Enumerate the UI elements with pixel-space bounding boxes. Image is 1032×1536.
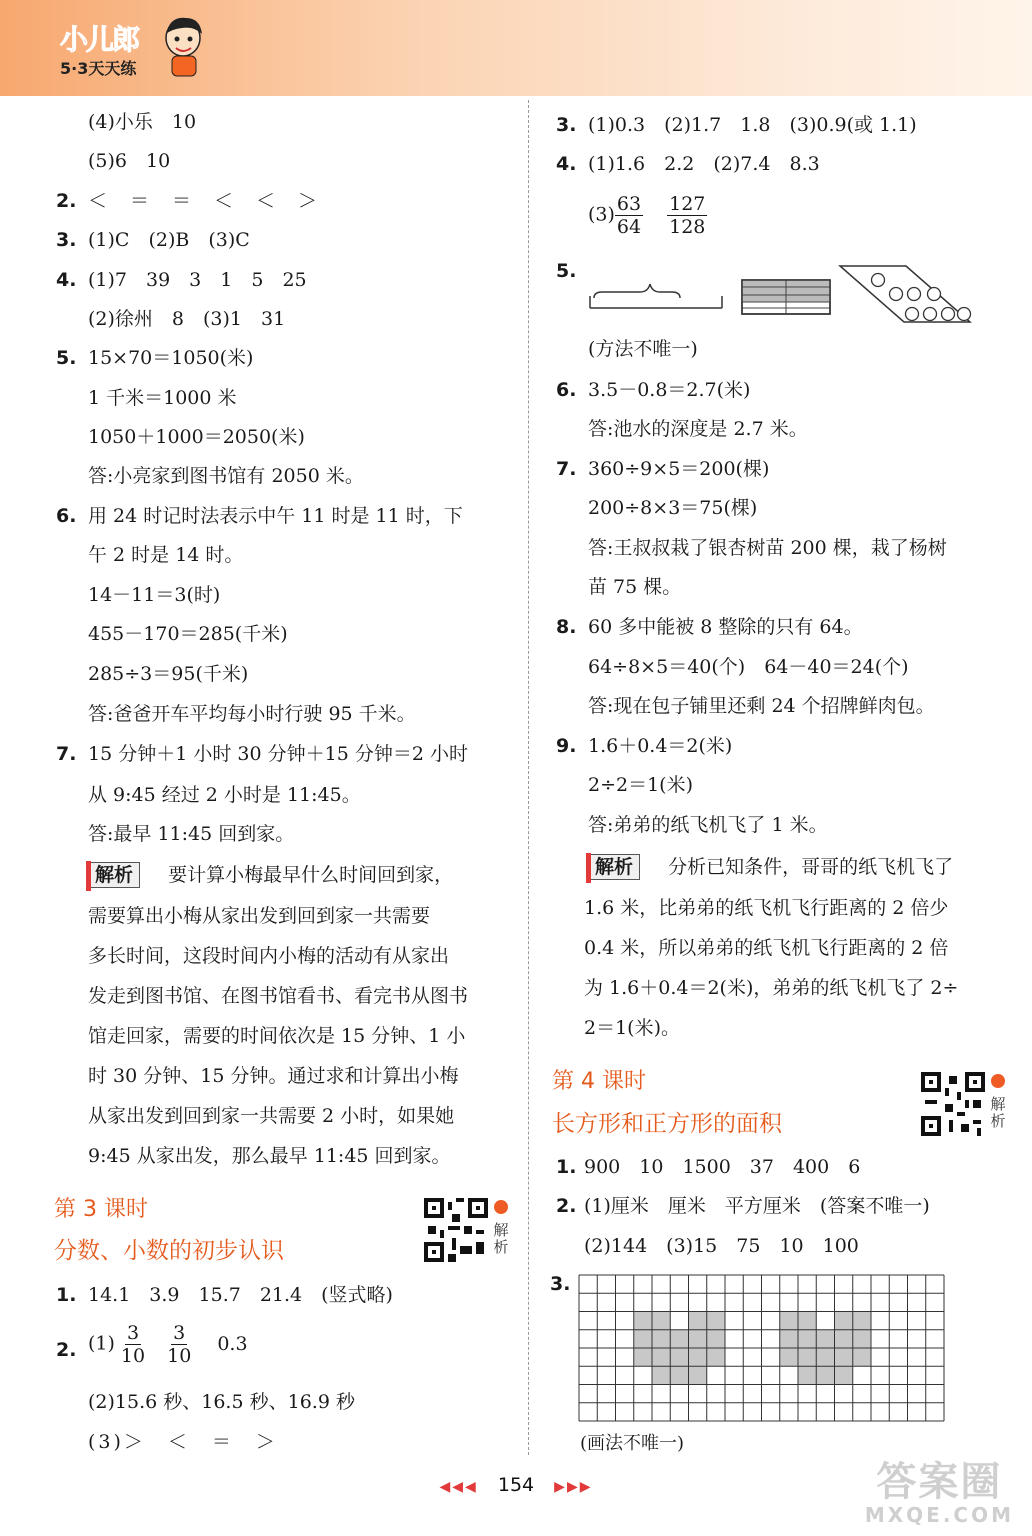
qr-code-icon[interactable] <box>424 1198 488 1262</box>
lesson-title: 第 3 课时 <box>54 1197 148 1222</box>
answer-line: 午 2 时是 14 时。 <box>88 544 244 566</box>
brand-name: 小儿郎 <box>60 23 139 56</box>
answer-line: (1)0.3 (2)1.7 1.8 (3)0.9(或 1.1) <box>588 114 917 136</box>
answer-line: ＜ ＝ ＝ ＜ ＜ ＞ <box>88 190 320 212</box>
fraction <box>121 1322 145 1367</box>
answer-line: (1)C (2)B (3)C <box>88 229 250 251</box>
question-number: 7. <box>556 458 577 480</box>
answer-line: (1)厘米 厘米 平方厘米 (答案不唯一) <box>584 1195 930 1217</box>
watermark <box>865 1460 1014 1526</box>
watermark-text: 答案圈 <box>876 1459 1003 1505</box>
answer-line: 1 千米＝1000 米 <box>88 387 237 409</box>
rectangle-grid-figure <box>740 278 832 318</box>
next-arrows-icon: ▶▶▶ <box>554 1479 593 1495</box>
shaded-cell <box>780 1312 798 1330</box>
sub-label: (3) <box>588 203 615 226</box>
shaded-cell <box>798 1312 816 1330</box>
shaded-cell <box>689 1348 707 1366</box>
answer-line: 1050＋1000＝2050(米) <box>88 426 305 448</box>
series-name: 5·3天天练 <box>60 59 137 78</box>
explanation-line: 从家出发到回到家一共需要 2 小时，如果她 <box>88 1105 455 1127</box>
numerator: 127 <box>669 193 706 215</box>
answer-line: 答:王叔叔栽了银杏树苗 200 棵，栽了杨树 <box>588 537 947 559</box>
answer-line: 60 多中能被 8 整除的只有 64。 <box>588 616 863 638</box>
answer-line: 14－11＝3(时) <box>88 584 221 606</box>
shaded-cell <box>689 1330 707 1348</box>
answer-line: 答:弟弟的纸飞机飞了 1 米。 <box>588 814 828 836</box>
denominator: 10 <box>167 1345 192 1367</box>
mascot-icon <box>160 12 206 78</box>
question-number: 8. <box>556 616 577 638</box>
shaded-cell <box>634 1348 652 1366</box>
fraction <box>667 193 707 238</box>
question-number: 3. <box>56 229 77 251</box>
shaded-cell <box>707 1330 725 1348</box>
question-number: 6. <box>556 379 577 401</box>
brand-logo <box>60 18 138 79</box>
question-number: 6. <box>56 505 77 527</box>
answer-line <box>588 193 713 238</box>
question-number: 1. <box>56 1284 77 1306</box>
shaded-cell <box>634 1330 652 1348</box>
answer-line: 2÷2＝1(米) <box>588 774 694 796</box>
answer-line: 答:爸爸开车平均每小时行驶 95 千米。 <box>88 703 416 725</box>
question-number: 3. <box>556 114 577 136</box>
answer-line: 200÷8×3＝75(棵) <box>588 497 758 519</box>
shaded-cell <box>835 1348 853 1366</box>
explanation-tag: 解析 <box>590 854 640 880</box>
page-number: 154 <box>497 1474 535 1496</box>
explanation-line: 发走到图书馆、在图书馆看书、看完书从图书 <box>88 985 469 1007</box>
explanation-line <box>90 862 453 888</box>
explanation-line: 0.4 米，所以弟弟的纸飞机飞行距离的 2 倍 <box>584 937 949 959</box>
bracket-line-figure <box>588 282 724 316</box>
lesson-title: 第 4 课时 <box>552 1069 646 1094</box>
shaded-cell <box>798 1330 816 1348</box>
play-icon <box>494 1200 508 1214</box>
answer-line: 15×70＝1050(米) <box>88 347 254 369</box>
question-number: 2. <box>56 1339 77 1361</box>
answer-line: 答:最早 11:45 回到家。 <box>88 823 295 845</box>
answer-line: 285÷3＝95(千米) <box>88 663 249 685</box>
shaded-cell <box>652 1366 670 1384</box>
denominator: 10 <box>120 1345 146 1367</box>
shaded-cell <box>835 1330 853 1348</box>
answer-line: (1)7 39 3 1 5 25 <box>88 269 307 291</box>
answer-line: 答:池水的深度是 2.7 米。 <box>588 418 808 440</box>
shaded-cell <box>816 1366 834 1384</box>
shaded-cell <box>853 1348 871 1366</box>
explanation-line: 2＝1(米)。 <box>584 1017 681 1039</box>
shaded-cell <box>652 1330 670 1348</box>
decimal-answer: 0.3 <box>217 1332 248 1355</box>
explanation-line: 9:45 从家出发，那么最早 11:45 回到家。 <box>88 1145 451 1167</box>
denominator: 64 <box>616 216 642 238</box>
question-number: 5. <box>556 260 577 282</box>
answer-line: (2)徐州 8 (3)1 31 <box>88 308 286 330</box>
shaded-cell <box>816 1348 834 1366</box>
numerator: 63 <box>616 193 642 215</box>
answer-line: (2)144 (3)15 75 10 100 <box>584 1235 859 1257</box>
shaded-cell <box>670 1330 688 1348</box>
numerator: 3 <box>126 1322 140 1344</box>
shaded-cell <box>670 1348 688 1366</box>
lesson-subtitle: 长方形和正方形的面积 <box>552 1111 782 1137</box>
header-band <box>0 0 1032 96</box>
fraction <box>167 1322 191 1367</box>
shaded-cell <box>798 1348 816 1366</box>
answer-line: 64÷8×5＝40(个) 64－40＝24(个) <box>588 656 909 678</box>
question-number: 5. <box>56 347 77 369</box>
answer-line: (1)1.6 2.2 (2)7.4 8.3 <box>588 153 820 175</box>
answer-line: (5)6 10 <box>88 150 171 172</box>
watermark-url: MXQE.COM <box>864 1503 1014 1527</box>
question-number: 4. <box>56 269 77 291</box>
answer-line: (3)＞ ＜ ＝ ＞ <box>88 1431 278 1453</box>
question-number: 7. <box>56 743 77 765</box>
shaded-cell <box>816 1330 834 1348</box>
answer-line: 15 分钟＋1 小时 30 分钟＋15 分钟＝2 小时 <box>88 743 468 765</box>
note-line: (画法不唯一) <box>580 1433 685 1454</box>
explanation-line: 馆走回家，需要的时间依次是 15 分钟、1 小 <box>88 1025 466 1047</box>
explanation-line <box>590 854 953 880</box>
shaded-cell <box>652 1312 670 1330</box>
explanation-line: 1.6 米，比弟弟的纸飞机飞行距离的 2 倍少 <box>584 897 949 919</box>
shaded-cell <box>853 1330 871 1348</box>
answer-line: 答:现在包子铺里还剩 24 个招牌鲜肉包。 <box>588 695 935 717</box>
shaded-cell <box>634 1312 652 1330</box>
answer-line: (2)15.6 秒、16.5 秒、16.9 秒 <box>88 1391 355 1413</box>
parallelogram-circles-figure <box>836 262 974 326</box>
question-number: 3. <box>550 1273 571 1295</box>
note-line: (方法不唯一) <box>588 338 698 360</box>
answer-line: 答:小亮家到图书馆有 2050 米。 <box>88 465 364 487</box>
question-number: 2. <box>556 1195 577 1217</box>
shaded-cell <box>835 1366 853 1384</box>
shaded-cell <box>707 1312 725 1330</box>
shaded-cell <box>670 1366 688 1384</box>
answer-line: 从 9:45 经过 2 小时是 11:45。 <box>88 784 361 806</box>
numerator: 3 <box>173 1322 186 1344</box>
qr-label: 解析 <box>493 1221 509 1256</box>
question-number: 1. <box>556 1156 577 1178</box>
explanation-line: 为 1.6＋0.4＝2(米)，弟弟的纸飞机飞了 2÷ <box>584 977 959 999</box>
answer-line: 900 10 1500 37 400 6 <box>584 1156 861 1178</box>
answer-line: 用 24 时记时法表示中午 11 时是 11 时，下 <box>88 505 463 527</box>
question-number: 2. <box>56 190 77 212</box>
shaded-cell <box>798 1366 816 1384</box>
explanation-tag: 解析 <box>90 862 140 888</box>
lesson-subtitle: 分数、小数的初步认识 <box>54 1238 284 1264</box>
question-number: 9. <box>556 735 577 757</box>
question-number: 4. <box>556 153 577 175</box>
shaded-cell <box>853 1312 871 1330</box>
column-divider <box>528 100 529 1455</box>
prev-arrows-icon: ◀◀◀ <box>439 1479 478 1495</box>
answer-line: 3.5－0.8＝2.7(米) <box>588 379 751 401</box>
answer-line: 苗 75 棵。 <box>588 576 682 598</box>
answer-line: 455－170＝285(千米) <box>88 623 288 645</box>
answer-line: 1.6＋0.4＝2(米) <box>588 735 733 757</box>
explanation-text: 分析已知条件，哥哥的纸飞机飞了 <box>668 856 954 878</box>
shaded-cell <box>780 1348 798 1366</box>
explanation-line: 多长时间，这段时间内小梅的活动有从家出 <box>88 945 450 967</box>
denominator: 128 <box>669 216 706 238</box>
sub-label: (1) <box>88 1332 115 1355</box>
play-icon <box>991 1074 1005 1088</box>
shaded-cell <box>780 1330 798 1348</box>
shaded-cell <box>652 1348 670 1366</box>
explanation-line: 需要算出小梅从家出发到回到家一共需要 <box>88 905 431 927</box>
shaded-cell <box>835 1312 853 1330</box>
answer-line: (4)小乐 10 <box>88 111 197 133</box>
explanation-line: 时 30 分钟、15 分钟。通过求和计算出小梅 <box>88 1065 459 1087</box>
shaded-cell <box>707 1348 725 1366</box>
fraction <box>615 193 643 238</box>
answer-line: 14.1 3.9 15.7 21.4 (竖式略) <box>88 1284 393 1306</box>
square-grid-figure <box>578 1274 948 1422</box>
qr-code-icon[interactable] <box>921 1072 985 1136</box>
answer-line: 360÷9×5＝200(棵) <box>588 458 770 480</box>
qr-label: 解析 <box>990 1095 1006 1130</box>
shaded-cell <box>689 1366 707 1384</box>
shaded-cell <box>689 1312 707 1330</box>
explanation-text: 要计算小梅最早什么时间回到家， <box>168 864 454 886</box>
answer-line <box>88 1322 248 1367</box>
